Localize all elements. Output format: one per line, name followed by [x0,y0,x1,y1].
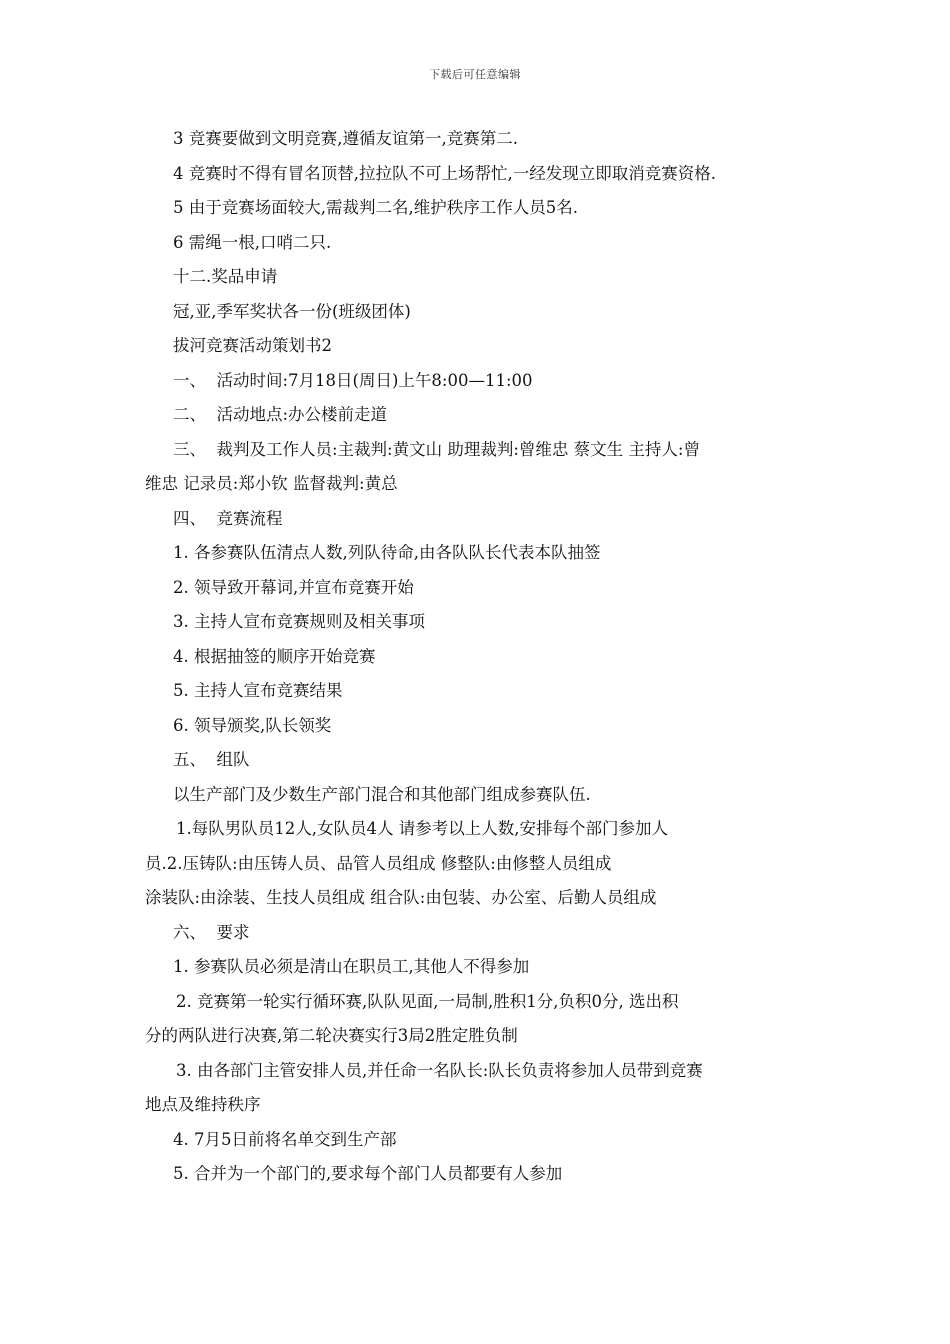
list-item: 2. 领导致开幕词,并宣布竞赛开始 [173,577,414,597]
paragraph-line: 1.每队男队员12人,女队员4人 请参考以上人数,安排每个部门参加人 [176,819,668,838]
list-item: 4. 根据抽签的顺序开始竞赛 [173,646,376,666]
list-item: 6. 领导颁奖,队长领奖 [173,715,332,735]
paragraph-line: 维忠 记录员:郑小钦 监督裁判:黄总 [145,474,398,493]
section-heading: 四、 竞赛流程 [173,508,283,528]
list-item: 4. 7月5日前将名单交到生产部 [173,1129,397,1149]
list-item: 2. 竞赛第一轮实行循环赛,队队见面,一局制,胜积1分,负积0分, 选出积 [176,991,679,1011]
paragraph-line: 4 竞赛时不得有冒名顶替,拉拉队不可上场帮忙,一经发现立即取消竞赛资格. [173,163,716,183]
paragraph-line: 以生产部门及少数生产部门混合和其他部门组成参赛队伍. [173,784,591,804]
list-item: 3. 主持人宣布竞赛规则及相关事项 [173,612,425,631]
section-heading: 二、 活动地点:办公楼前走道 [173,405,388,424]
section-heading: 三、 裁判及工作人员:主裁判:黄文山 助理裁判:曾维忠 蔡文生 主持人:曾 [173,439,700,459]
section-heading: 六、 要求 [173,922,250,942]
paragraph-line: 员.2.压铸队:由压铸人员、品管人员组成 修整队:由修整人员组成 [145,853,612,873]
list-item: 1. 参赛队员必须是清山在职员工,其他人不得参加 [173,957,530,976]
section-heading: 十二.奖品申请 [173,267,278,286]
paragraph-line: 6 需绳一根,口哨二只. [173,232,332,252]
list-item: 1. 各参赛队伍清点人数,列队待命,由各队队长代表本队抽签 [173,543,601,562]
document-subtitle: 拔河竞赛活动策划书2 [173,336,332,355]
section-heading: 五、 组队 [173,750,250,769]
paragraph-line: 分的两队进行决赛,第二轮决赛实行3局2胜定胜负制 [145,1026,518,1045]
section-heading: 一、 活动时间:7月18日(周日)上午8:00—11:00 [173,370,533,390]
header-note: 下载后可任意编辑 [429,68,521,81]
list-item: 5. 主持人宣布竞赛结果 [173,681,343,700]
list-item: 3. 由各部门主管安排人员,并任命一名队长:队长负责将参加人员带到竞赛 [176,1060,703,1080]
paragraph-line: 涂装队:由涂装、生技人员组成 组合队:由包装、办公室、后勤人员组成 [145,888,657,907]
paragraph-line: 5 由于竞赛场面较大,需裁判二名,维护秩序工作人员5名. [173,198,578,217]
paragraph-line: 冠,亚,季军奖状各一份(班级团体) [173,301,411,321]
paragraph-line: 地点及维持秩序 [145,1095,261,1114]
list-item: 5. 合并为一个部门的,要求每个部门人员都要有人参加 [173,1164,563,1183]
document-body [145,122,810,1192]
paragraph-line: 3 竞赛要做到文明竞赛,遵循友谊第一,竞赛第二. [173,129,518,148]
